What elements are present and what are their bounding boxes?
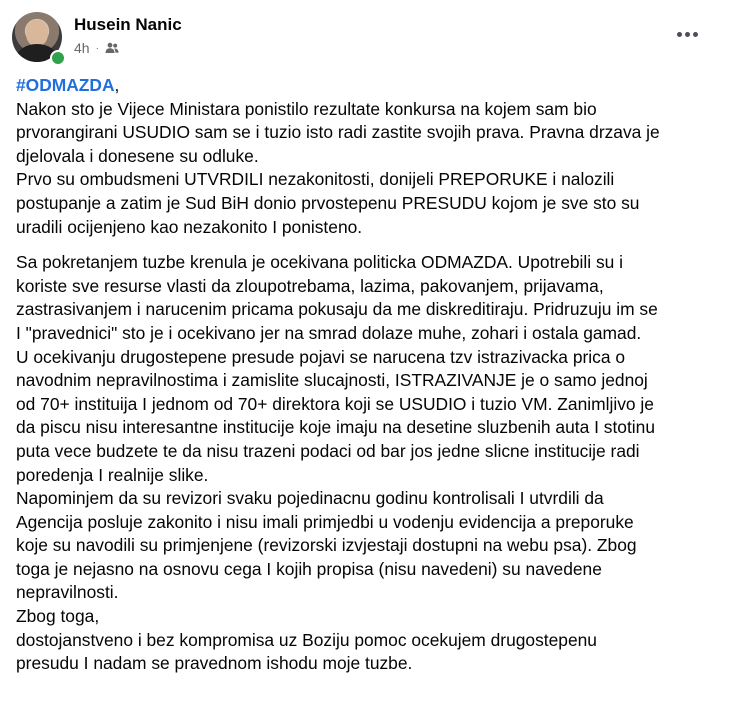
text-line: zastrasivanjem i narucenim pricama pokusaju da me diskreditiraju. Pridruzuju im se [16,299,658,320]
online-status-indicator [50,50,66,66]
text-line: Agencija posluje zakonito i nisu imali primjedbi u vodenju evidencija a preporuke [16,511,634,532]
post-meta [74,40,119,56]
text-line: U ocekivanju drugostepene presude pojavi se narucena tzv istrazivacka prica o [16,346,626,367]
text-line: uradili ocijenjeno kao nezakonito I ponisteno. [16,216,363,237]
text-line: postupanje a zatim je Sud BiH donio prvostepenu PRESUDU kojom je sve sto su [16,192,640,213]
more-options-icon-dot [685,32,690,37]
meta-separator: · [95,42,99,54]
paragraph-gap [16,239,716,251]
text-line: toga je nejasno na osnovu cega I kojih propisa (nisu navedeni) su navedene [16,558,602,579]
avatar-face [26,20,48,46]
text-line: prvorangirani USUDIO sam se i tuzio isto radi zastite svojih prava. Pravna drzava je [16,122,660,143]
text-line: dostojanstveno i bez kompromisa uz Boziju pomoc ocekujem drugostepenu [16,629,597,650]
text-line: koje su navodili su primjenjene (revizorski izvjestaji dostupni na webu psa). Zbog [16,535,637,556]
hashtag-link[interactable]: #ODMAZDA [16,75,115,95]
text-line: navodnim nepravilnostima i zamislite slucajnosti, ISTRAZIVANJE je o samo jednoj [16,370,648,391]
text-line: Zbog toga, [16,606,100,627]
text-line: da piscu nisu interesantne institucije koje imaju na desetine sluzbenih auta I stotinu [16,417,656,438]
hashtag-line [16,74,716,98]
post-text [16,74,716,676]
text-line: puta vece budzete te da nisu trazeni podaci od bar jos jedne slicne institucije radi [16,440,640,461]
text-line: nepravilnosti. [16,582,119,603]
author-name[interactable]: Husein Nanic [74,15,182,34]
text-line: Prvo su ombudsmeni UTVRDILI nezakonitosti, donijeli PREPORUKE i nalozili [16,169,615,190]
post-time[interactable]: 4h [74,40,90,56]
text-line: Sa pokretanjem tuzbe krenula je ocekivana politicka ODMAZDA. Upotrebili su i [16,252,624,273]
text-line: I "pravednici" sto je i ocekivano jer na smrad dolaze muhe, zohari i ostala gamad. [16,322,642,343]
text-line: Nakon sto je Vijece Ministara ponistilo rezultate konkursa na kojem sam bio [16,98,597,119]
text-line: djelovala i donesene su odluke. [16,145,259,166]
more-options-icon-dot [693,32,698,37]
text-line: koriste sve resurse vlasti da zloupotrebama, lazima, pakovanjem, prijavama, [16,275,604,296]
text-line: od 70+ instituija I jednom od 70+ direktora koji se USUDIO i tuzio VM. Zanimljivo je [16,393,654,414]
more-options-button[interactable] [671,22,703,46]
more-options-icon [677,32,682,37]
text-line: presudu I nadam se pravednom ishodu moje tuzbe. [16,653,413,674]
hashtag-suffix: , [114,75,120,95]
text-line: Napominjem da su revizori svaku pojedinacnu godinu kontrolisali I utvrdili da [16,488,604,509]
friends-group-icon[interactable] [105,42,119,54]
text-line: poredenja I realnije slike. [16,464,209,485]
post-header [12,10,725,66]
